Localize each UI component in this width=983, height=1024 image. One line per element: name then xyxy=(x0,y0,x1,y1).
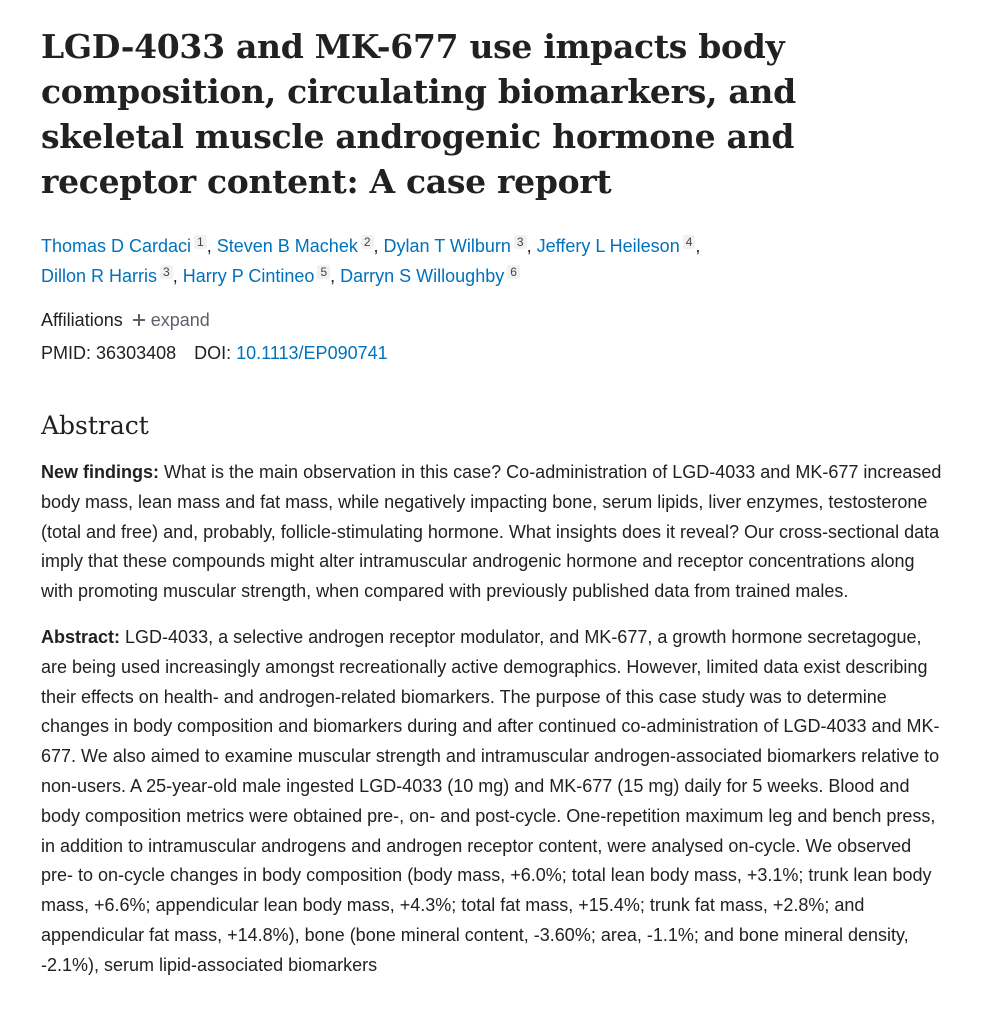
affiliation-number[interactable]: 1 xyxy=(194,235,207,249)
author-link[interactable]: Thomas D Cardaci xyxy=(41,236,192,256)
doi-link[interactable]: 10.1113/EP090741 xyxy=(236,343,388,363)
doi-label: DOI: xyxy=(194,343,232,363)
abstract-paragraph xyxy=(41,623,943,981)
affiliation-number[interactable]: 6 xyxy=(507,265,520,279)
new-findings-text: What is the main observation in this case? Co-administration of LGD-4033 and MK-677 increased body mass, lean mass and fat mass, while negatively impacting bone, serum lipids, liver enzymes, testosterone (total and free) and, probably, follicle-stimulating hormone. What insights does it reveal? Our cross-sectional data imply that these compounds might alter intramuscular androgenic hormone and receptor concentrations along with promoting muscular strength, when compared with previously published data from trained males. xyxy=(41,462,942,602)
pmid-value: 36303408 xyxy=(96,343,177,363)
author-link[interactable]: Steven B Machek xyxy=(216,236,358,256)
author-list: Thomas D Cardaci 1 , Steven B Machek 2 , Dylan T Wilburn 3 , Jeffery L Heileson 4 , Dillon R Harris 3 , Harry P Cintineo 5 , Darryn S Willoughby 6 xyxy=(41,235,701,286)
new-findings-paragraph xyxy=(41,458,943,607)
article-title: LGD-4033 and MK-677 use impacts body composition, circulating biomarkers, and skeletal muscle androgenic hormone and receptor content: A case report xyxy=(41,27,796,201)
abstract-text: LGD-4033, a selective androgen receptor modulator, and MK-677, a growth hormone secretagogue, are being used increasingly amongst recreationally active demographics. However, limited data exist describing their effects on health- and androgen-related biomarkers. The purpose of this case study was to determine changes in body composition and biomarkers during and after continued co-administration of LGD-4033 and MK-677. We also aimed to examine muscular strength and intramuscular androgen-associated biomarkers relative to non-users. A 25-year-old male ingested LGD-4033 (10 mg) and MK-677 (15 mg) daily for 5 weeks. Blood and body composition metrics were obtained pre-, on- and post-cycle. One-repetition maximum leg and bench press, in addition to intramuscular androgens and androgen receptor content, were analysed on-cycle. We observed pre- to on-cycle changes in body composition (body mass, +6.0%; total lean body mass, +3.1%; trunk lean body mass, +6.6%; appendicular lean body mass, +4.3%; total fat mass, +15.4%; trunk fat mass, +2.8%; and appendicular fat mass, +14.8%), bone (bone mineral content, -3.60%; area, -1.1%; and bone mineral density, -2.1%), serum lipid-associated biomarkers xyxy=(41,626,940,975)
identifiers-row xyxy=(41,342,943,364)
pmid-label: PMID: xyxy=(41,343,92,363)
abstract-heading: Abstract xyxy=(41,411,149,440)
expand-label: expand xyxy=(150,310,210,330)
plus-icon xyxy=(133,314,145,326)
author-link[interactable]: Jeffery L Heileson xyxy=(536,236,680,256)
expand-affiliations-button[interactable] xyxy=(133,309,210,331)
affiliation-number[interactable]: 3 xyxy=(514,235,527,249)
affiliations-row xyxy=(41,309,943,331)
affiliation-number[interactable]: 3 xyxy=(160,265,173,279)
author-link[interactable]: Dillon R Harris xyxy=(41,266,158,286)
affiliations-label: Affiliations xyxy=(41,310,123,330)
affiliation-number[interactable]: 2 xyxy=(361,235,374,249)
affiliation-number[interactable]: 4 xyxy=(683,235,696,249)
author-link[interactable]: Harry P Cintineo xyxy=(182,266,315,286)
author-link[interactable]: Darryn S Willoughby xyxy=(340,266,505,286)
affiliation-number[interactable]: 5 xyxy=(317,265,330,279)
new-findings-label: New findings: xyxy=(41,462,159,482)
author-link[interactable]: Dylan T Wilburn xyxy=(383,236,511,256)
abstract-label: Abstract: xyxy=(41,626,121,647)
